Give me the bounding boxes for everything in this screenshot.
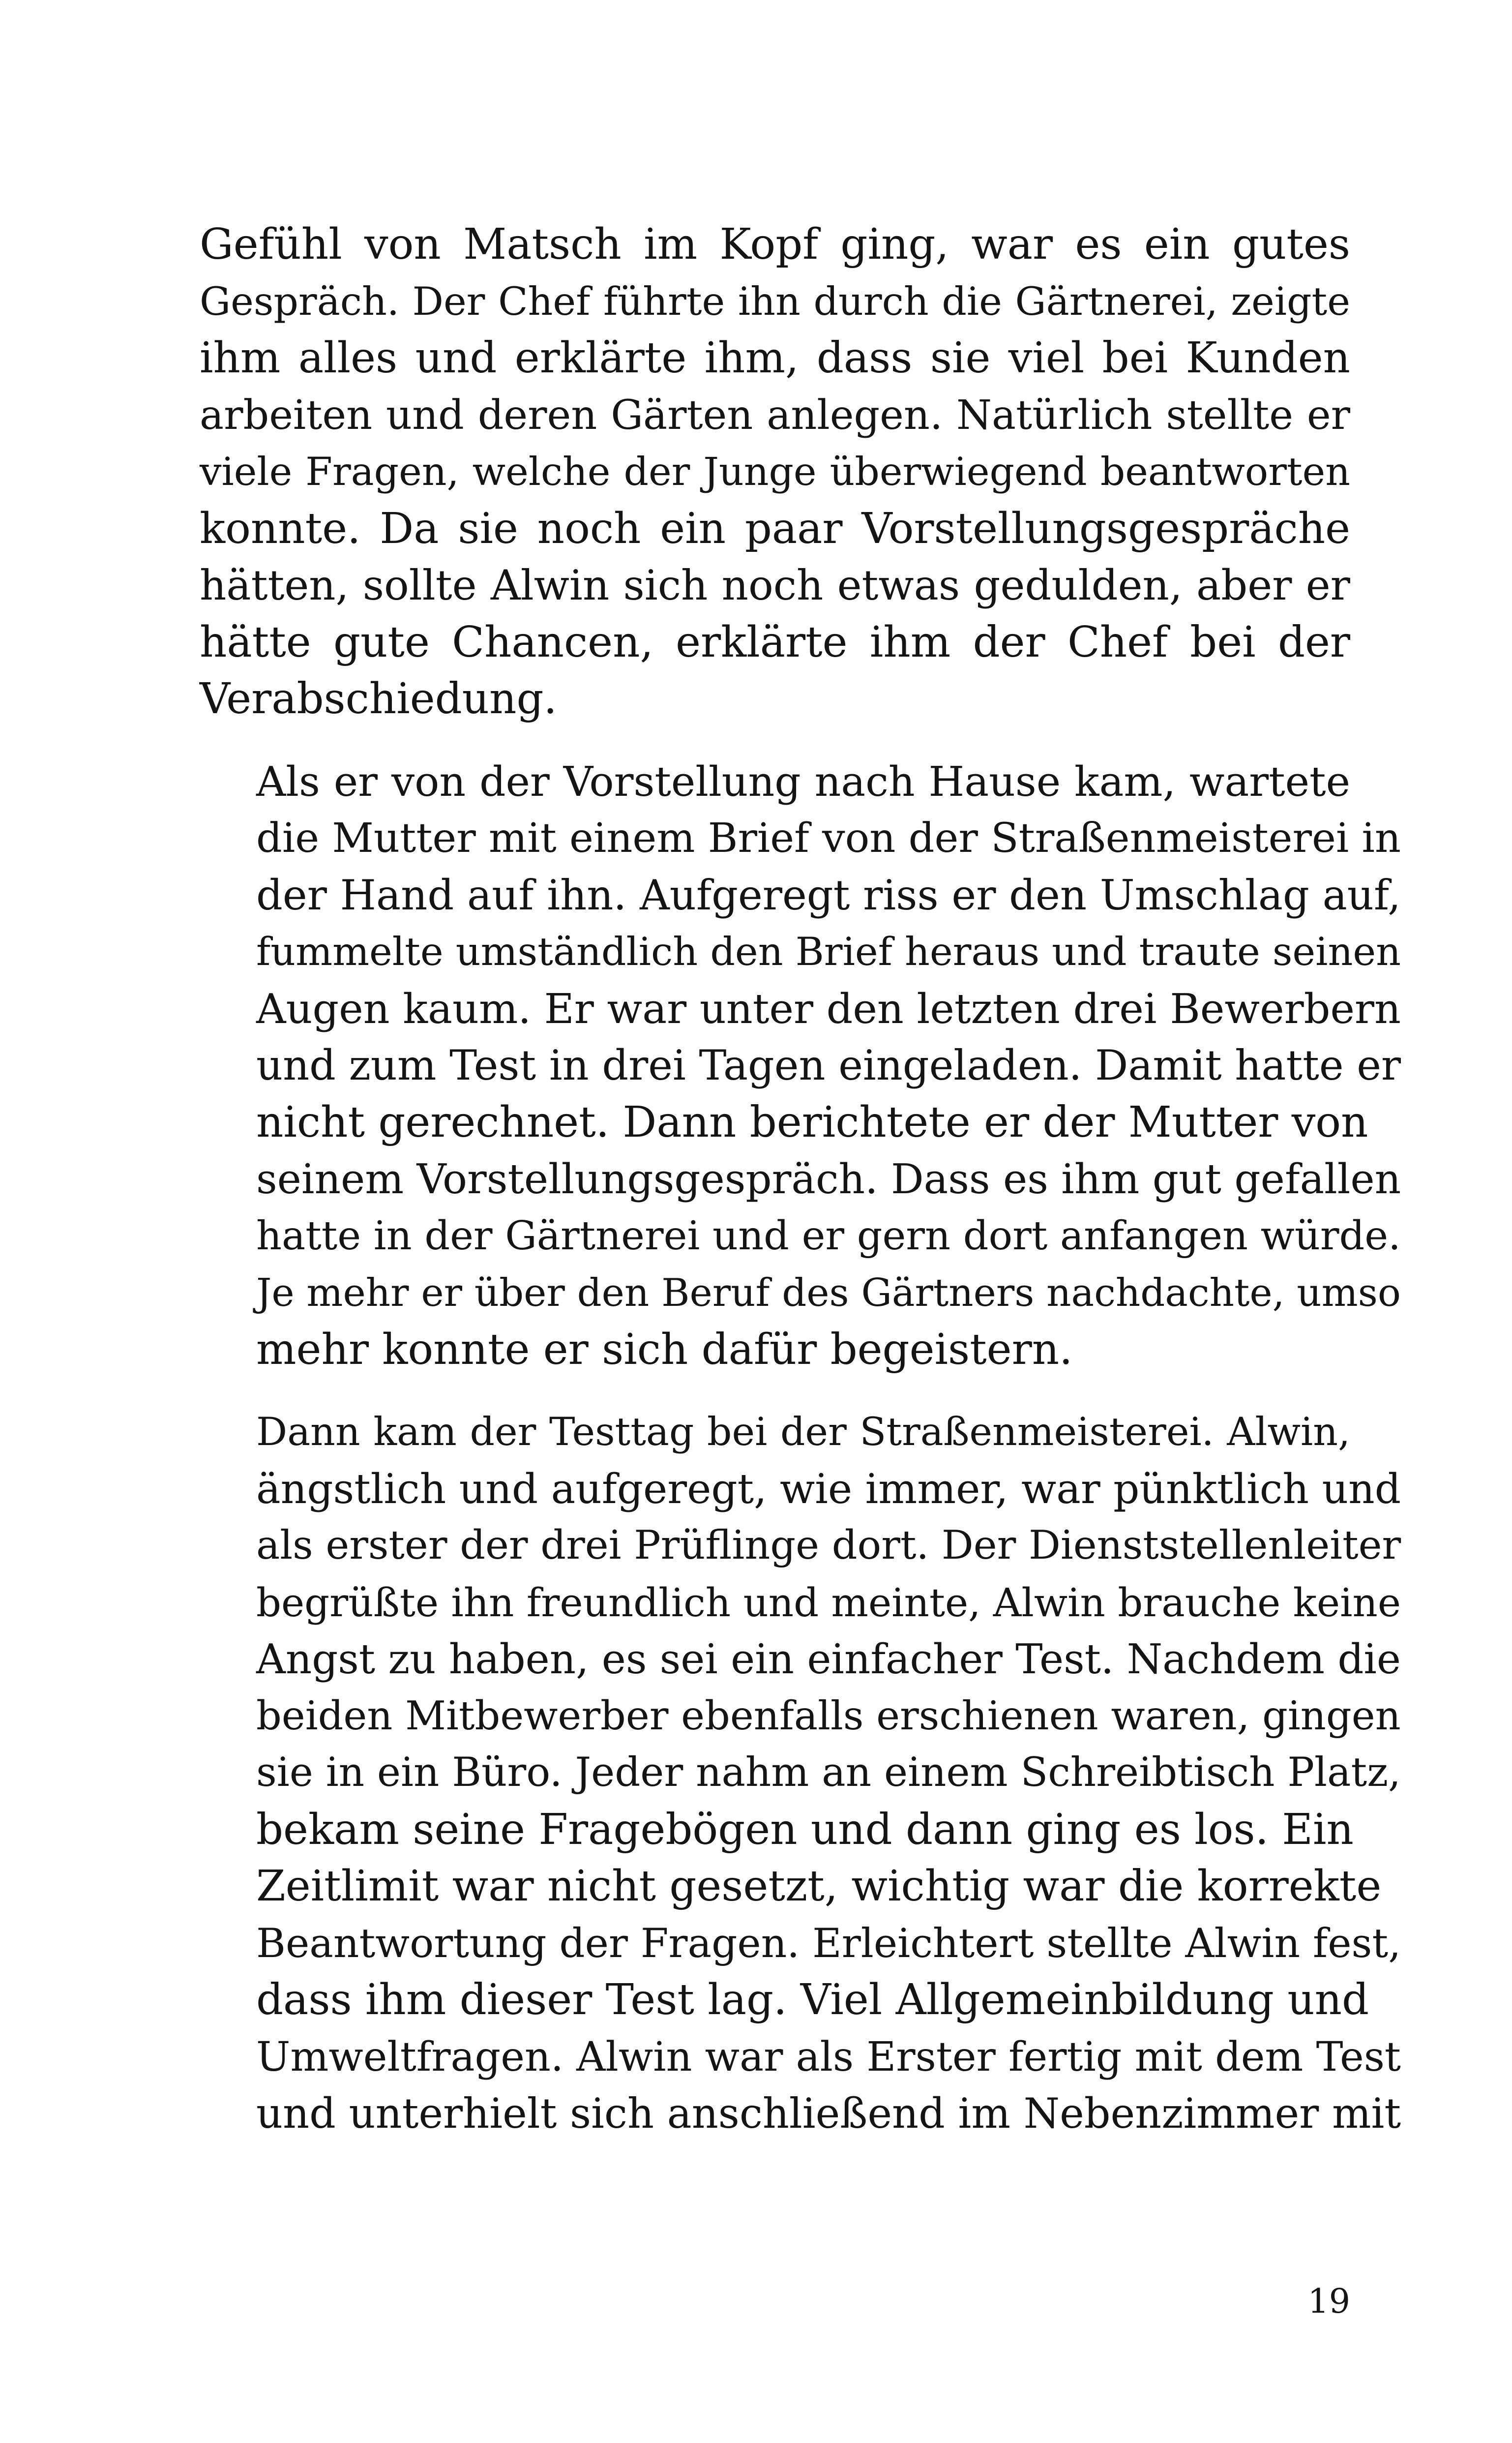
text-line: ihm alles und erklärte ihm, dass sie viel bei Kunden	[200, 333, 1350, 383]
paragraph-1	[200, 216, 1350, 728]
text-line: viele Fragen, welche der Junge überwiegend beantworten	[200, 449, 1350, 494]
text-line: beiden Mitbewerber ebenfalls erschienen waren, gingen	[256, 1692, 1401, 1739]
text-line: mehr konnte er sich dafür begeistern.	[256, 1325, 1073, 1374]
text-line: Zeitlimit war nicht gesetzt, wichtig war die korrekte	[256, 1862, 1382, 1911]
text-line: Beantwortung der Fragen. Erleichtert stellte Alwin fest,	[256, 1920, 1401, 1967]
text-line: fummelte umständlich den Brief heraus und traute seinen	[256, 929, 1401, 974]
text-line: und zum Test in drei Tagen eingeladen. Damit hatte er	[256, 1041, 1401, 1089]
text-line: Augen kaum. Er war unter den letzten drei Bewerbern	[256, 984, 1401, 1033]
text-line: die Mutter mit einem Brief von der Straßenmeisterei in	[256, 814, 1401, 862]
text-line: Angst zu haben, es sei ein einfacher Test. Nachdem die	[256, 1635, 1401, 1683]
text-line: Umweltfragen. Alwin war als Erster fertig mit dem Test	[256, 2033, 1401, 2081]
text-line: Dann kam der Testtag bei der Straßenmeisterei. Alwin,	[256, 1409, 1350, 1454]
paragraph-3	[200, 1404, 1401, 2142]
text-line: als erster der drei Prüflinge dort. Der Dienststellenleiter	[256, 1522, 1401, 1568]
text-line: Je mehr er über den Beruf des Gärtners nachdachte, umso	[256, 1270, 1401, 1315]
text-line: Als er von der Vorstellung nach Hause kam, wartete	[256, 757, 1350, 806]
text-line: arbeiten und deren Gärten anlegen. Natürlich stellte er	[200, 392, 1350, 439]
text-line: hatte in der Gärtnerei und er gern dort anfangen würde.	[256, 1212, 1401, 1259]
text-line: konnte. Da sie noch ein paar Vorstellungsgespräche	[200, 504, 1350, 553]
text-line: nicht gerechnet. Dann berichtete er der Mutter von	[256, 1097, 1368, 1147]
body-text	[200, 216, 1401, 2142]
text-line: Gefühl von Matsch im Kopf ging, war es ein gutes	[200, 220, 1350, 269]
text-line: dass ihm dieser Test lag. Viel Allgemeinbildung und	[256, 1975, 1369, 2024]
text-line: ängstlich und aufgeregt, wie immer, war pünktlich und	[256, 1465, 1401, 1513]
text-line: und unterhielt sich anschließend im Nebenzimmer mit	[256, 2089, 1401, 2138]
text-line: der Hand auf ihn. Aufgeregt riss er den Umschlag auf,	[256, 871, 1401, 919]
text-line: seinem Vorstellungsgespräch. Dass es ihm gut gefallen	[256, 1155, 1401, 1203]
text-line: Verabschiedung.	[200, 674, 557, 724]
text-line: begrüßte ihn freundlich und meinte, Alwin brauche keine	[256, 1579, 1401, 1626]
page-number: 19	[1307, 2282, 1350, 2321]
text-line: hätte gute Chancen, erklärte ihm der Chef bei der	[200, 617, 1350, 667]
text-line: bekam seine Fragebögen und dann ging es los. Ein	[256, 1805, 1354, 1854]
text-line: sie in ein Büro. Jeder nahm an einem Schreibtisch Platz,	[256, 1749, 1401, 1796]
text-line: hätten, sollte Alwin sich noch etwas gedulden, aber er	[200, 561, 1350, 609]
paragraph-2	[200, 754, 1401, 1379]
text-line: Gespräch. Der Chef führte ihn durch die Gärtnerei, zeigte	[200, 278, 1350, 324]
